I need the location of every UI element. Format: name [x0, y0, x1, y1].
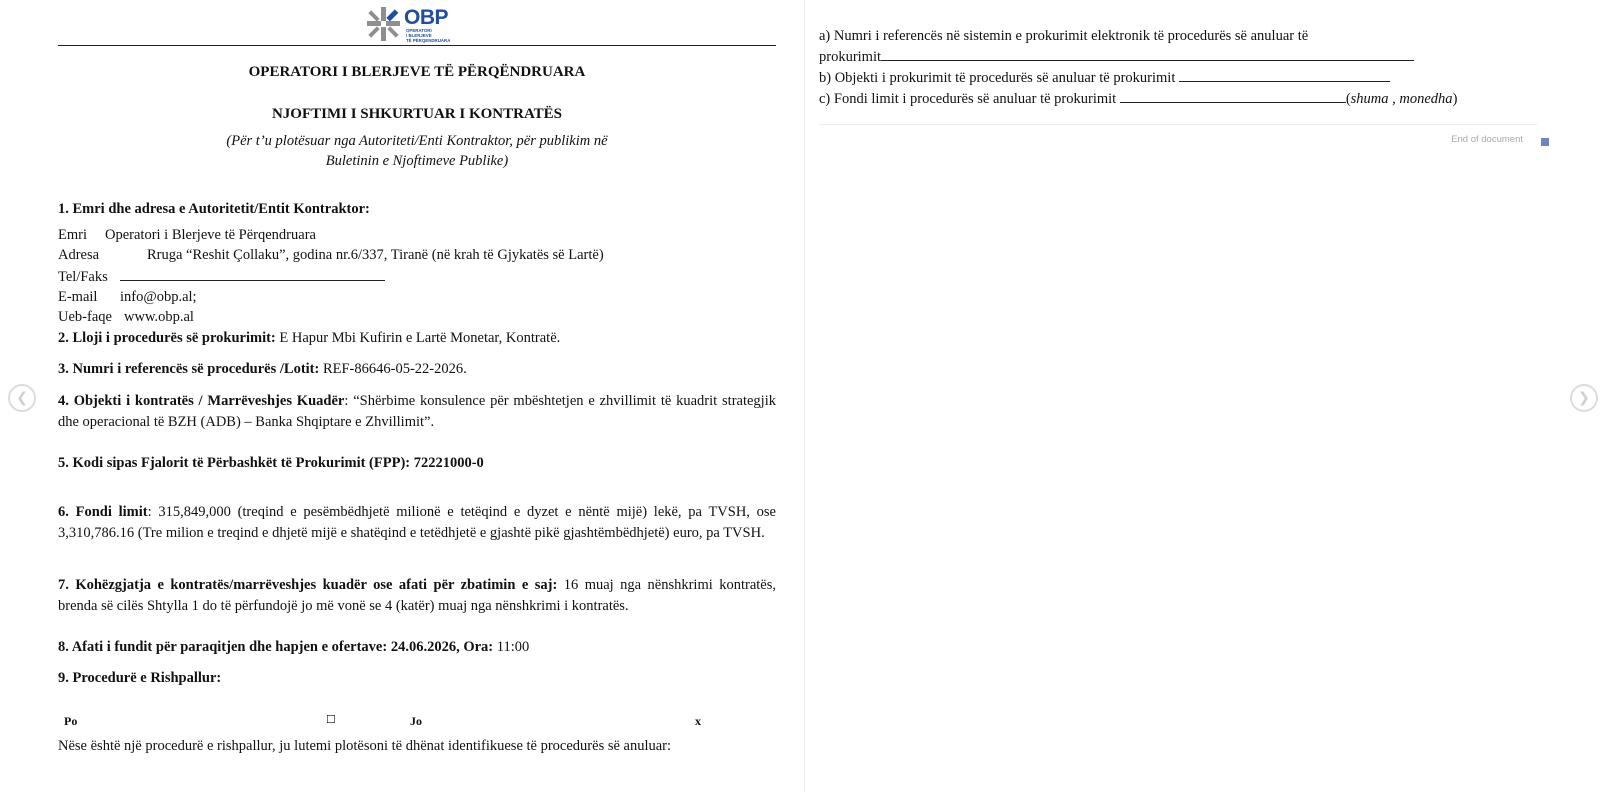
reissued-item-c: c) Fondi limit i procedurës së anuluar të prokurimit (shuma , monedha): [819, 88, 1537, 110]
organization-title: OPERATORI I BLERJEVE TË PËRQËNDRUARA: [248, 64, 586, 80]
reissued-item-b: b) Objekti i prokurimit të procedurës së anuluar të prokurimit: [819, 67, 1537, 89]
end-of-document-label: End of document: [1451, 134, 1523, 145]
chevron-right-icon: ❯: [1578, 390, 1590, 406]
section-5: 5. Kodi sipas Fjalorit të Përbashkët të Prokurimit (FPP): 72221000-0: [58, 455, 484, 471]
section-9-heading: 9. Procedurë e Rishpallur:: [58, 670, 222, 686]
logo-text: OBP: [404, 6, 449, 29]
section-2: 2. Lloji i procedurës së prokurimit: E Hapur Mbi Kufirin e Lartë Monetar, Kontratë.: [58, 330, 561, 346]
section-9-note: Nëse është një procedurë e rishpallur, ju lutemi plotësoni të dhënat identifikuese të procedurës së anuluar:: [58, 738, 672, 754]
section-6: 6. Fondi limit: 315,849,000 (treqind e pesëmbëdhjetë milionë e tetëqind e dyzet e nëntë mijë) lekë, pa TVSH, ose 3,310,786.16 (Tre milion e treqind e dhjetë mijë e shatëqind e tetëdhjetë e gjashtë pikë gjashtëmbëdhjetë) euro, pa TVSH.: [58, 504, 776, 541]
end-divider: [819, 124, 1537, 125]
reissued-item-a-line2: prokurimit: [819, 46, 1537, 68]
header-divider: [58, 45, 776, 46]
document-page-left: [58, 0, 776, 792]
obp-logo: [364, 5, 474, 43]
authority-web-row: Ueb-faqe www.obp.al: [58, 309, 194, 325]
document-page-right: [804, 0, 1600, 792]
item-c-blank: [1120, 88, 1346, 103]
section-1-heading: 1. Emri dhe adresa e Autoritetit/Entit Kontraktor:: [58, 201, 370, 217]
previous-page-button[interactable]: [8, 384, 36, 412]
notice-subtitle: (Për t’u plotësuar nga Autoriteti/Enti Kontraktor, për publikim në Buletinin e Njoftimeve Publike): [226, 133, 608, 169]
notice-title: NJOFTIMI I SHKURTUAR I KONTRATËS: [271, 106, 563, 122]
authority-email-row: E-mail info@obp.al;: [58, 289, 197, 305]
telfax-blank: [120, 266, 385, 281]
obp-logo-mark-icon: [364, 5, 404, 43]
rishpallur-yes-label: Po: [64, 714, 78, 728]
rishpallur-yes-checkbox[interactable]: ☐: [326, 713, 336, 726]
authority-name-row: Emri Operatori i Blerjeve të Përqendruara: [58, 227, 316, 243]
logo-subtitle: OPERATORI I BLERJEVE TË PËRQENDRUARA: [406, 28, 451, 43]
end-of-document-marker-icon: [1541, 138, 1549, 146]
section-8: 8. Afati i fundit për paraqitjen dhe hapjen e ofertave: 24.06.2026, Ora: 11:00: [58, 639, 530, 655]
authority-telfax-row: Tel/Faks: [58, 266, 776, 288]
authority-address-row: Adresa Rruga “Reshit Çollaku”, godina nr.6/337, Tiranë (në krah të Gjykatës së Lartë): [58, 247, 604, 263]
section-4: 4. Objekti i kontratës / Marrëveshjes Kuadër: “Shërbime konsulence për mbështetjen e zhvillimit të kuadrit strategjik dhe operacional të BZH (ADB) – Banka Shqiptare e Zhvillimit”.: [58, 393, 776, 430]
reissued-item-a-line1: a) Numri i referencës në sistemin e prokurimit elektronik të procedurës së anuluar të: [819, 28, 1309, 44]
section-3: 3. Numri i referencës së procedurës /Lotit: REF-86646-05-22-2026.: [58, 361, 467, 377]
item-a-blank: [881, 46, 1414, 61]
chevron-left-icon: ❮: [16, 390, 28, 406]
rishpallur-no-label: Jo: [410, 714, 422, 728]
rishpallur-no-mark[interactable]: x: [695, 714, 701, 728]
section-7: 7. Kohëzgjatja e kontratës/marrëveshjes kuadër ose afati për zbatimin e saj: 16 muaj nga nënshkrimi kontratës, brenda së cilës Shtylla 1 do të përfundojë jo më vonë se 4 (katër) muaj nga nënshkrimi i kontratës.: [58, 577, 776, 614]
item-b-blank: [1179, 67, 1390, 82]
